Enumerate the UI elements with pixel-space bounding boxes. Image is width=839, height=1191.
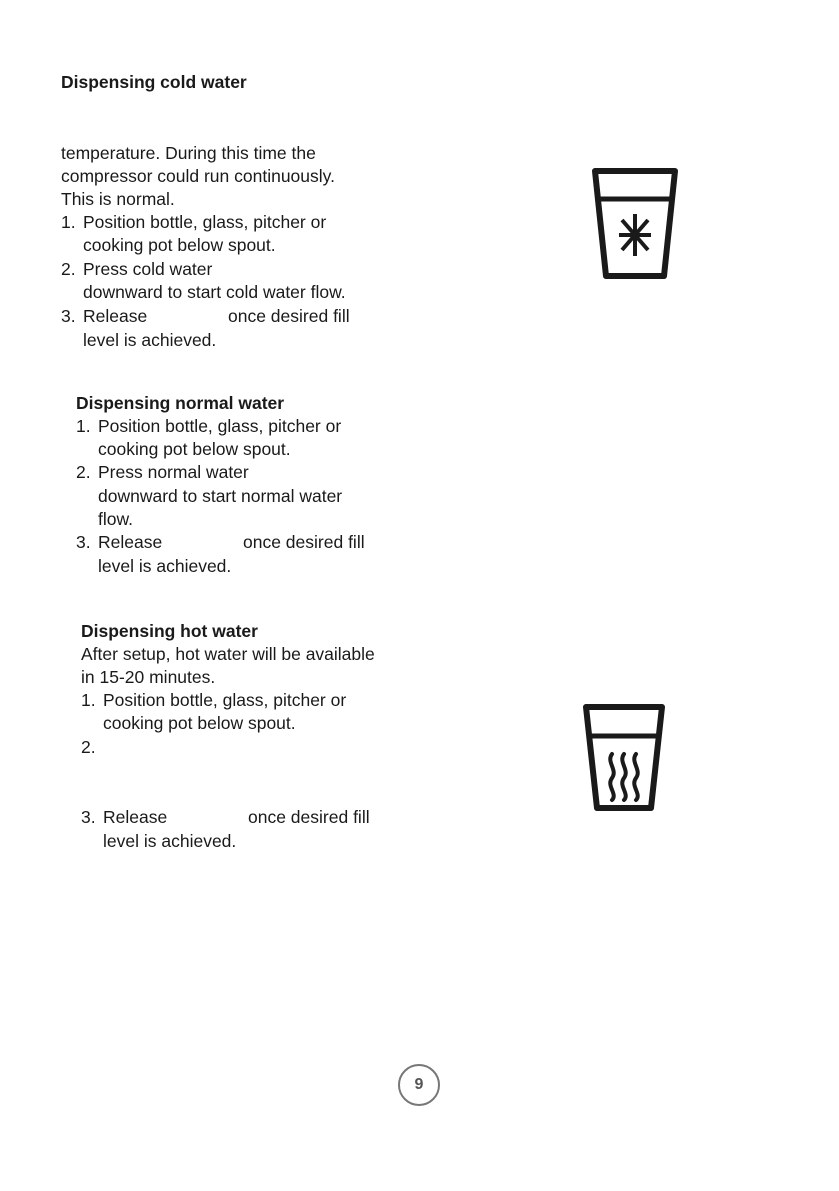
hot-step-text: level is achieved. bbox=[103, 831, 237, 851]
hot-step-number: 3. bbox=[81, 807, 96, 827]
cold-step-number: 3. bbox=[61, 306, 76, 326]
normal-step-number: 1. bbox=[76, 416, 91, 436]
cold-step-number: 2. bbox=[61, 259, 76, 279]
cold-intro-line: compressor could run continuously. bbox=[61, 166, 335, 186]
hot-step-text: Release bbox=[103, 807, 168, 827]
cold-step-text: Position bottle, glass, pitcher or bbox=[83, 212, 327, 232]
cold-step-text: Release bbox=[83, 306, 148, 326]
cold-step-number: 1. bbox=[61, 212, 76, 232]
hot-step-text: Position bottle, glass, pitcher or bbox=[103, 690, 347, 710]
normal-step-text: level is achieved. bbox=[98, 556, 232, 576]
normal-step-text: Press normal water bbox=[98, 462, 249, 482]
hot-intro-line: in 15-20 minutes. bbox=[81, 667, 216, 687]
cold-step-text: Press cold water bbox=[83, 259, 213, 279]
normal-step-text: once desired fill bbox=[243, 532, 365, 552]
hot-water-glass-icon bbox=[581, 702, 667, 814]
normal-step-text: cooking pot below spout. bbox=[98, 439, 291, 459]
cold-step-text: once desired fill bbox=[228, 306, 350, 326]
hot-step-text: cooking pot below spout. bbox=[103, 713, 296, 733]
page-number: 9 bbox=[398, 1064, 440, 1106]
normal-step-text: flow. bbox=[98, 509, 134, 529]
hot-section-title: Dispensing hot water bbox=[81, 621, 258, 641]
cold-intro-line: This is normal. bbox=[61, 189, 175, 209]
cold-intro-line: temperature. During this time the bbox=[61, 143, 316, 163]
cold-step-text: cooking pot below spout. bbox=[83, 235, 276, 255]
normal-step-text: downward to start normal water bbox=[98, 486, 343, 506]
hot-intro-line: After setup, hot water will be available bbox=[81, 644, 375, 664]
normal-step-number: 2. bbox=[76, 462, 91, 482]
normal-step-number: 3. bbox=[76, 532, 91, 552]
normal-step-text: Position bottle, glass, pitcher or bbox=[98, 416, 342, 436]
normal-section-title: Dispensing normal water bbox=[76, 393, 285, 413]
cold-step-text: downward to start cold water flow. bbox=[83, 282, 346, 302]
hot-step-number: 1. bbox=[81, 690, 96, 710]
cold-water-glass-icon bbox=[590, 166, 680, 282]
hot-step-text: once desired fill bbox=[248, 807, 370, 827]
normal-step-text: Release bbox=[98, 532, 163, 552]
cold-step-text: level is achieved. bbox=[83, 330, 217, 350]
cold-section-title: Dispensing cold water bbox=[61, 72, 247, 92]
hot-step-number: 2. bbox=[81, 737, 96, 757]
